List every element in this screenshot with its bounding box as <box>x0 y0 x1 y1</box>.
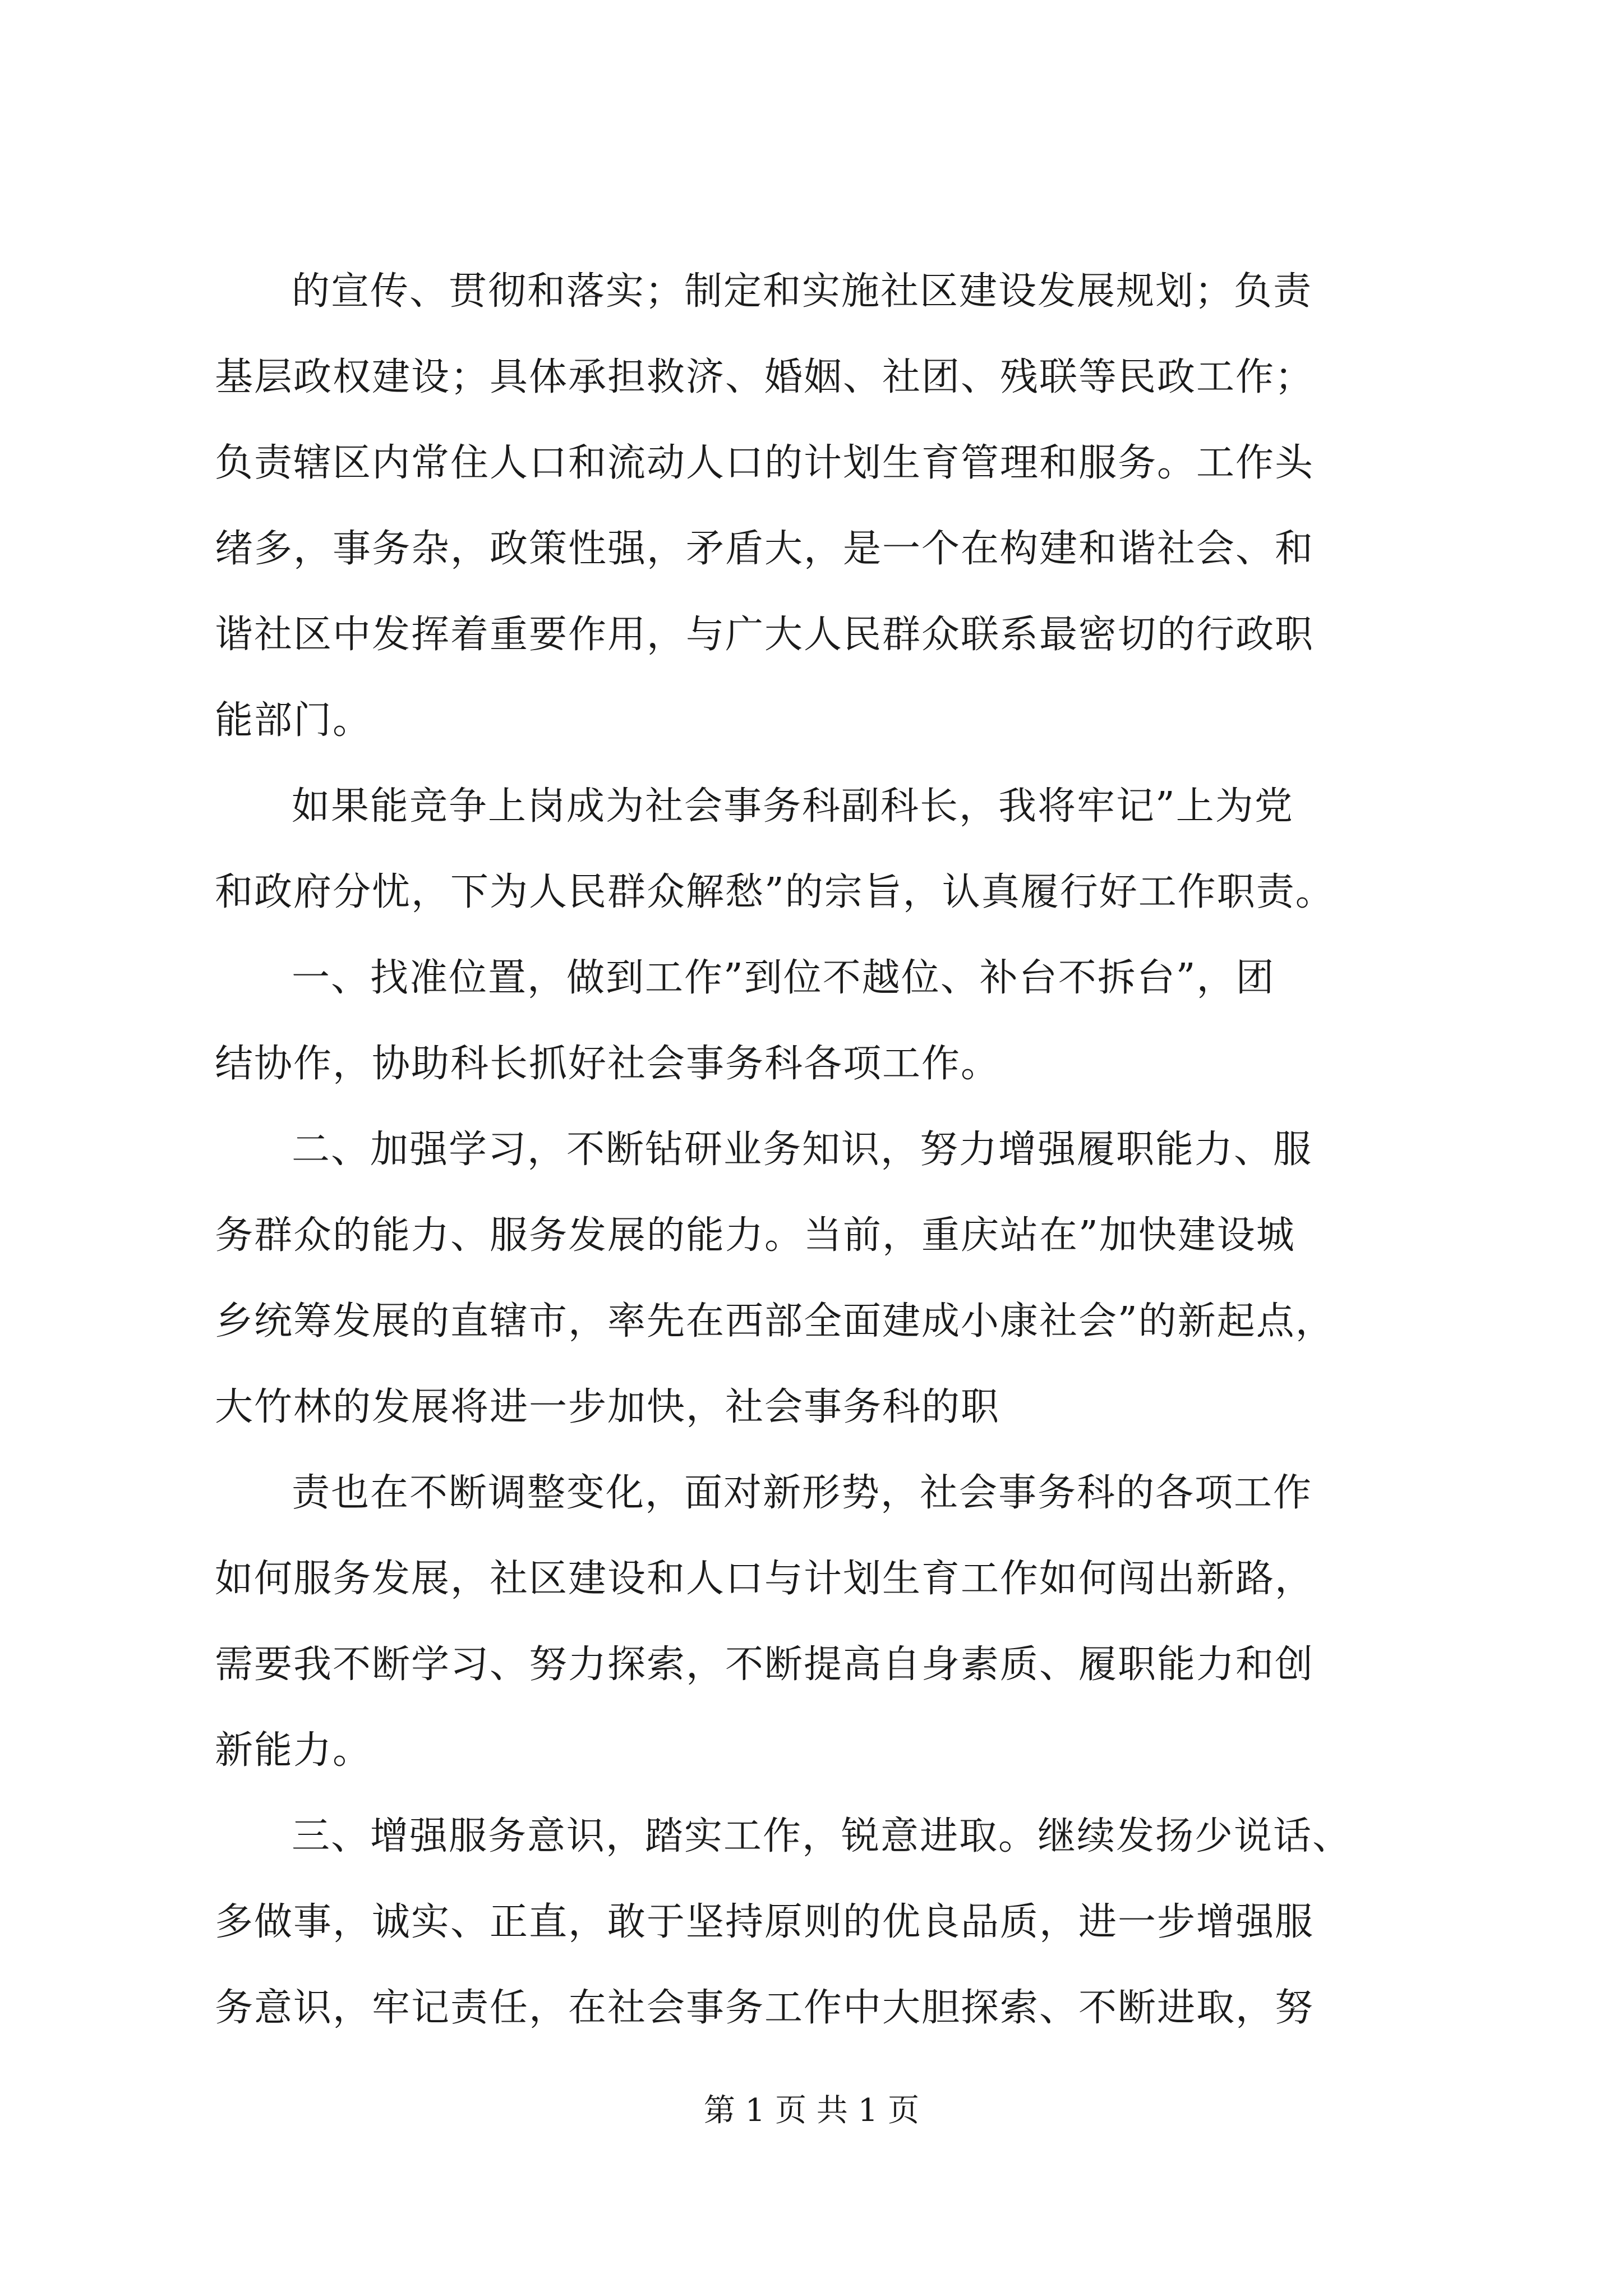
text-line: 新能力。 <box>215 1728 372 1773</box>
text-line: 需要我不断学习、努力探索，不断提高自身素质、履职能力和创 <box>215 1642 1315 1687</box>
page-footer: 第 1 页 共 1 页 <box>703 2092 920 2129</box>
text-line: 责也在不断调整变化，面对新形势，社会事务科的各项工作 <box>292 1471 1313 1515</box>
text-line: 二、加强学习，不断钻研业务知识，努力增强履职能力、服 <box>292 1128 1313 1172</box>
text-line: 结协作，协助科长抓好社会事务科各项工作。 <box>215 1042 1000 1086</box>
text-line: 三、增强服务意识，踏实工作，锐意进取。继续发扬少说话、 <box>292 1814 1352 1858</box>
text-line: 能部门。 <box>215 698 372 743</box>
text-line: 谐社区中发挥着重要作用，与广大人民群众联系最密切的行政职 <box>215 613 1315 657</box>
text-line: 负责辖区内常住人口和流动人口的计划生育管理和服务。工作头 <box>215 441 1315 485</box>
text-line: 乡统筹发展的直辖市，率先在西部全面建成小康社会”的新起点， <box>215 1299 1335 1343</box>
text-line: 的宣传、贯彻和落实；制定和实施社区建设发展规划；负责 <box>292 269 1313 314</box>
text-line: 如何服务发展，社区建设和人口与计划生育工作如何闯出新路， <box>215 1557 1315 1601</box>
text-line: 多做事，诚实、正直，敢于坚持原则的优良品质，进一步增强服 <box>215 1900 1315 1944</box>
text-line: 务群众的能力、服务发展的能力。当前，重庆站在”加快建设城 <box>215 1213 1295 1258</box>
text-line: 基层政权建设；具体承担救济、婚姻、社团、残联等民政工作； <box>215 355 1315 399</box>
text-line: 务意识，牢记责任，在社会事务工作中大胆探索、不断进取，努 <box>215 1986 1315 2030</box>
text-line: 一、找准位置，做到工作”到位不越位、补台不拆台”，团 <box>292 956 1275 1000</box>
text-line: 绪多，事务杂，政策性强，矛盾大，是一个在构建和谐社会、和 <box>215 527 1315 571</box>
text-line: 大竹林的发展将进一步加快，社会事务科的职 <box>215 1385 1000 1429</box>
text-line: 和政府分忧，下为人民群众解愁”的宗旨，认真履行好工作职责。 <box>215 870 1335 914</box>
text-line: 如果能竞争上岗成为社会事务科副科长，我将牢记”上为党 <box>292 784 1294 829</box>
